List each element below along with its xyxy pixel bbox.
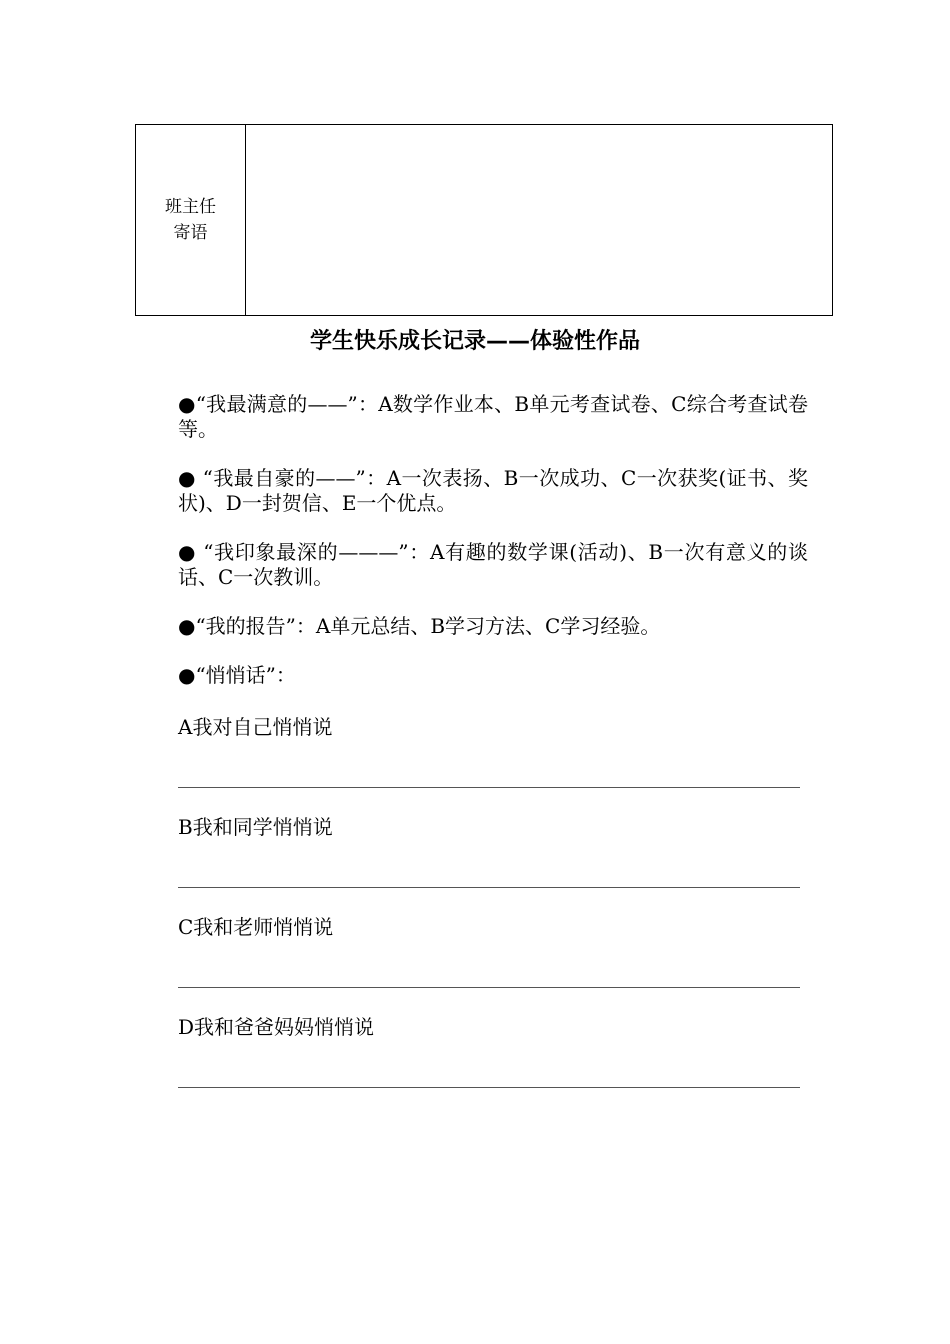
list-item-most-proud: ● “我最自豪的——”：A一次表扬、B一次成功、C一次获奖(证书、奖状)、D一封贺信、E一个优点。: [178, 466, 808, 515]
whisper-label-parents: D我和爸爸妈妈悄悄说: [178, 1015, 375, 1039]
whisper-line-teacher[interactable]: [178, 987, 800, 988]
list-item-whisper: ●“悄悄话”：: [178, 663, 296, 687]
list-item-most-satisfied: ●“我最满意的——”：A数学作业本、B单元考查试卷、C综合考查试卷等。: [178, 392, 808, 441]
whisper-label-teacher: C我和老师悄悄说: [178, 915, 334, 939]
whisper-label-self: A我对自己悄悄说: [178, 715, 333, 739]
whisper-line-classmates[interactable]: [178, 887, 800, 888]
teacher-comment-label-line1: 班主任: [165, 197, 216, 217]
teacher-comment-label-line2: 寄语: [173, 223, 208, 243]
list-item-deepest-impression: ● “我印象最深的———”：A有趣的数学课(活动)、B一次有意义的谈话、C一次教训。: [178, 540, 808, 589]
page-title: 学生快乐成长记录——体验性作品: [309, 329, 640, 354]
teacher-comment-table: [135, 124, 833, 316]
teacher-comment-label-cell: [136, 125, 246, 315]
whisper-label-classmates: B我和同学悄悄说: [178, 815, 333, 839]
teacher-comment-content-cell[interactable]: [246, 125, 832, 315]
whisper-line-self[interactable]: [178, 787, 800, 788]
whisper-line-parents[interactable]: [178, 1087, 800, 1088]
item-list: [178, 392, 808, 712]
list-item-my-report: ●“我的报告”：A单元总结、B学习方法、C学习经验。: [178, 614, 661, 638]
